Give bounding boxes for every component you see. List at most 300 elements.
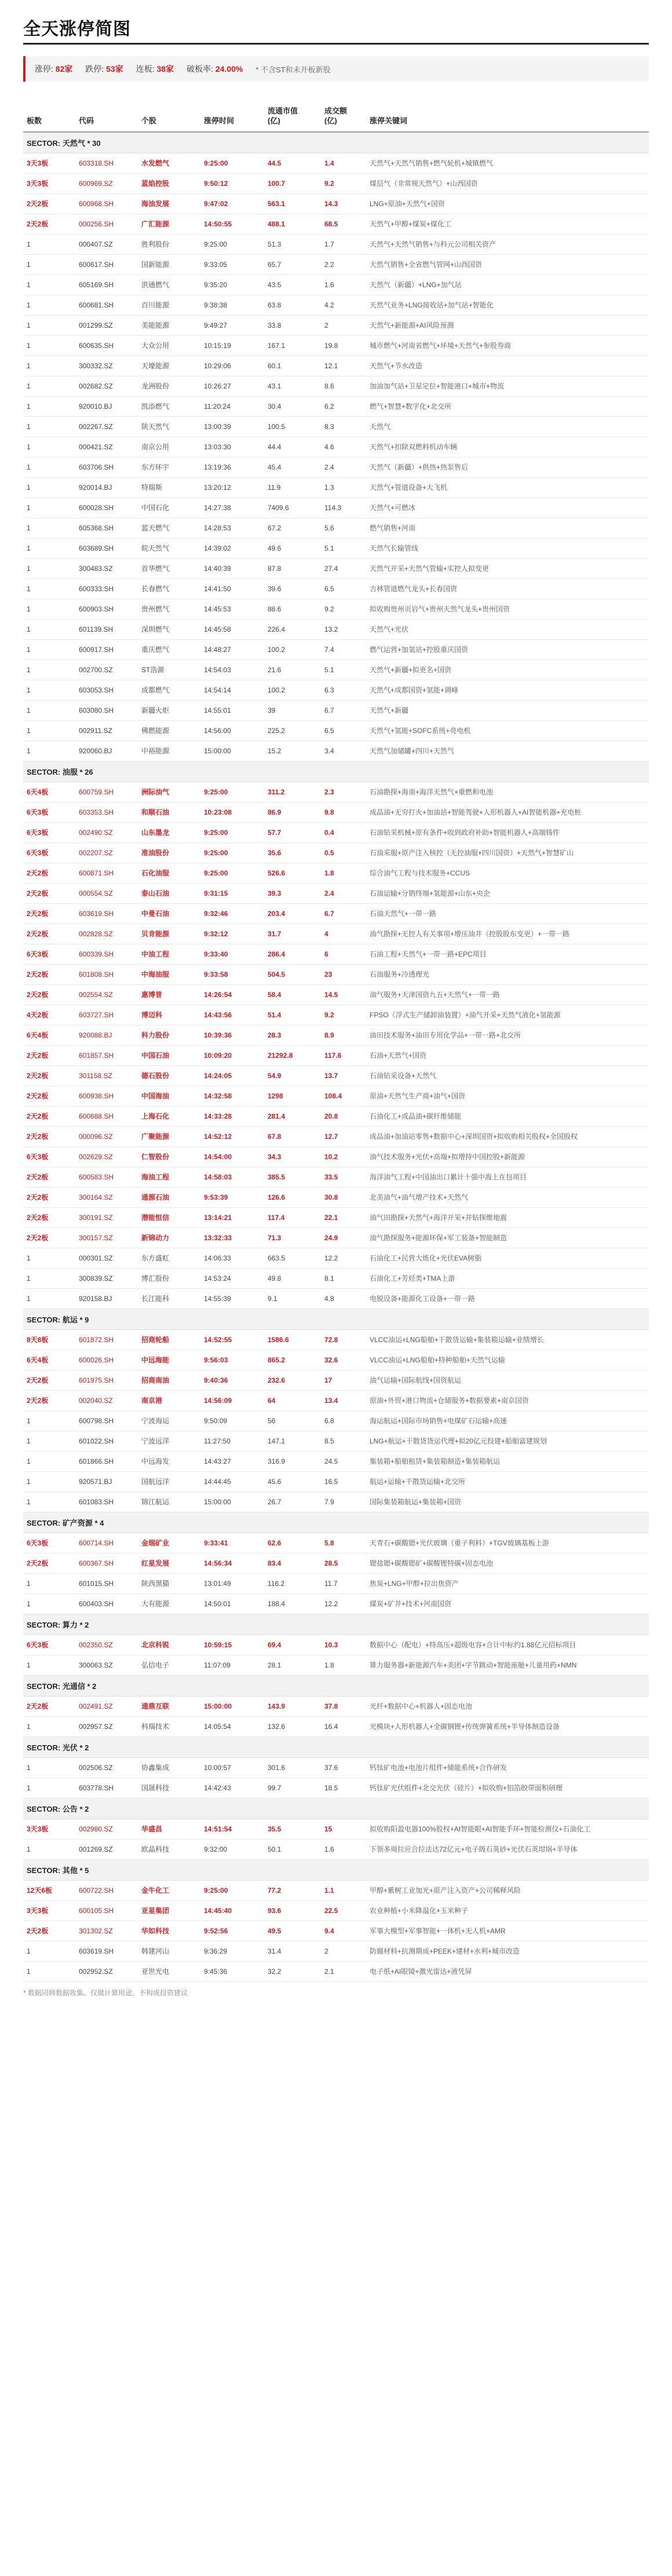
cell-board-count: 1 — [23, 680, 75, 700]
cell-float-cap: 30.4 — [264, 396, 321, 416]
cell-turnover: 1.1 — [321, 1880, 366, 1900]
cell-code: 000301.SZ — [75, 1248, 138, 1268]
cell-limit-time: 14:56:09 — [200, 1390, 264, 1410]
cell-code: 002828.SZ — [75, 924, 138, 944]
cell-stock-name: 通源石油 — [138, 1187, 200, 1207]
cell-keywords: 石油工程+天然气+一带一路+EPC项目 — [366, 944, 649, 964]
table-row[interactable] — [23, 1207, 649, 1227]
cell-board-count: 2天2板 — [23, 1045, 75, 1065]
table-row[interactable] — [23, 1696, 649, 1716]
table-row[interactable] — [23, 1370, 649, 1390]
cell-limit-time: 14:48:27 — [200, 639, 264, 659]
cell-keywords: 天然气+天然气销售+燃气轮机+城镇燃气 — [366, 153, 649, 173]
cell-limit-time: 14:55:01 — [200, 700, 264, 720]
table-row[interactable] — [23, 1086, 649, 1106]
cell-stock-name: 德石股份 — [138, 1065, 200, 1086]
cell-code: 920571.BJ — [75, 1471, 138, 1492]
table-row[interactable] — [23, 1900, 649, 1921]
cell-stock-name: 重庆燃气 — [138, 639, 200, 659]
cell-limit-time: 14:33:28 — [200, 1106, 264, 1126]
cell-board-count: 1 — [23, 1593, 75, 1614]
table-row[interactable] — [23, 659, 649, 680]
cell-float-cap: 83.4 — [264, 1553, 321, 1573]
table-row[interactable] — [23, 680, 649, 700]
table-row[interactable] — [23, 578, 649, 599]
cell-keywords: 煤炭+矿井+技术+河南国资 — [366, 1593, 649, 1614]
cell-float-cap: 69.4 — [264, 1635, 321, 1655]
cell-limit-time: 14:06:33 — [200, 1248, 264, 1268]
cell-stock-name: 潜能恒信 — [138, 1207, 200, 1227]
cell-turnover: 0.4 — [321, 822, 366, 842]
cell-turnover: 17 — [321, 1370, 366, 1390]
cell-float-cap: 35.5 — [264, 1819, 321, 1839]
summary-bar — [23, 56, 649, 82]
cell-keywords: 天然气+成都国资+氢能+调峰 — [366, 680, 649, 700]
cell-board-count: 2天2板 — [23, 1065, 75, 1086]
table-row[interactable] — [23, 1288, 649, 1309]
cell-turnover: 32.6 — [321, 1350, 366, 1370]
table-row[interactable] — [23, 173, 649, 193]
table-row[interactable] — [23, 1167, 649, 1187]
summary-note: * 不含ST和未开板新股 — [255, 65, 331, 74]
table-row[interactable] — [23, 903, 649, 924]
cell-limit-time: 14:43:27 — [200, 1451, 264, 1471]
cell-keywords: 石油运输+分销终端+氢能源+山东+央企 — [366, 883, 649, 903]
cell-keywords: VLCC油运+LNG船舶+特种船舶+天然气运输 — [366, 1350, 649, 1370]
table-row[interactable] — [23, 1005, 649, 1025]
cell-stock-name: 长春燃气 — [138, 578, 200, 599]
cell-board-count: 6天3板 — [23, 822, 75, 842]
cell-turnover: 12.7 — [321, 1126, 366, 1146]
cell-code: 920010.BJ — [75, 396, 138, 416]
cell-keywords: 油气勘探服务+能源环保+军工装备+智能制造 — [366, 1227, 649, 1248]
cell-turnover: 23 — [321, 964, 366, 984]
cell-board-count: 2天2板 — [23, 903, 75, 924]
cell-turnover: 11.7 — [321, 1573, 366, 1593]
cell-keywords: 天青石+碳酸锶+光伏玻璃（重子利料）+TGV玻璃基板上游 — [366, 1533, 649, 1553]
sector-header-row — [23, 1309, 649, 1329]
table-row[interactable] — [23, 295, 649, 315]
cell-float-cap: 32.2 — [264, 1961, 321, 1981]
table-row[interactable] — [23, 1065, 649, 1086]
cell-code: 600917.SH — [75, 639, 138, 659]
cell-code: 603689.SH — [75, 538, 138, 558]
cell-board-count: 1 — [23, 295, 75, 315]
cell-board-count: 1 — [23, 659, 75, 680]
table-row[interactable] — [23, 376, 649, 396]
cell-limit-time: 14:45:58 — [200, 619, 264, 639]
cell-limit-time: 14:54:14 — [200, 680, 264, 700]
header-limit-time: 涨停时间 — [200, 100, 264, 132]
cell-limit-time: 9:45:36 — [200, 1961, 264, 1981]
table-row[interactable] — [23, 234, 649, 254]
cell-keywords: 天然气+氢能+SOFC系统+亮电机 — [366, 720, 649, 741]
cell-code: 600903.SH — [75, 599, 138, 619]
footer-note: * 数据同韩数据收集。仅做计算用途，不构成投资建议 — [23, 1988, 188, 1997]
cell-board-count: 2天2板 — [23, 1207, 75, 1227]
cell-board-count: 1 — [23, 578, 75, 599]
cell-turnover: 5.8 — [321, 1533, 366, 1553]
cell-keywords: 石油天然气+一带一路 — [366, 903, 649, 924]
cell-code: 300332.SZ — [75, 356, 138, 376]
cell-float-cap: 44.5 — [264, 153, 321, 173]
cell-board-count: 2天2板 — [23, 1370, 75, 1390]
table-row[interactable] — [23, 1126, 649, 1146]
table-row[interactable] — [23, 193, 649, 214]
table-row[interactable] — [23, 1839, 649, 1859]
table-row[interactable] — [23, 315, 649, 335]
cell-limit-time: 13:20:12 — [200, 477, 264, 497]
cell-stock-name: 中裕能源 — [138, 741, 200, 761]
cell-board-count: 1 — [23, 1757, 75, 1778]
cell-code: 605368.SH — [75, 518, 138, 538]
cell-turnover: 8.5 — [321, 1431, 366, 1451]
cell-code: 000421.SZ — [75, 437, 138, 457]
table-row[interactable] — [23, 1655, 649, 1675]
cell-limit-time: 9:33:05 — [200, 254, 264, 274]
cell-board-count: 2天2板 — [23, 1227, 75, 1248]
cell-limit-time: 10:00:57 — [200, 1757, 264, 1778]
cell-float-cap: 58.4 — [264, 984, 321, 1005]
table-row[interactable] — [23, 1268, 649, 1288]
cell-limit-time: 9:31:15 — [200, 883, 264, 903]
cell-limit-time: 13:00:39 — [200, 416, 264, 437]
table-row[interactable] — [23, 518, 649, 538]
cell-turnover: 14.5 — [321, 984, 366, 1005]
cell-stock-name: 陕西黑猫 — [138, 1573, 200, 1593]
cell-stock-name: 首华燃气 — [138, 558, 200, 578]
table-row[interactable] — [23, 1880, 649, 1900]
cell-stock-name: ST浩源 — [138, 659, 200, 680]
cell-keywords: 石油化工+民营大炼化+光伏EVA树脂 — [366, 1248, 649, 1268]
cell-stock-name: 国新能源 — [138, 254, 200, 274]
cell-stock-name: 成都燃气 — [138, 680, 200, 700]
cell-float-cap: 226.4 — [264, 619, 321, 639]
table-row[interactable] — [23, 1961, 649, 1981]
cell-board-count: 1 — [23, 1248, 75, 1268]
table-row[interactable] — [23, 538, 649, 558]
cell-float-cap: 663.5 — [264, 1248, 321, 1268]
table-row[interactable] — [23, 558, 649, 578]
table-row[interactable] — [23, 1390, 649, 1410]
cell-keywords: 天然气+可燃冰 — [366, 497, 649, 518]
cell-keywords: 石油钻采设备+天然气 — [366, 1065, 649, 1086]
table-row[interactable] — [23, 254, 649, 274]
cell-code: 601866.SH — [75, 1451, 138, 1471]
cell-stock-name: 深圳燃气 — [138, 619, 200, 639]
cell-code: 300483.SZ — [75, 558, 138, 578]
cell-stock-name: 博汇股份 — [138, 1268, 200, 1288]
cell-limit-time: 14:27:38 — [200, 497, 264, 518]
cell-stock-name: 亚世光电 — [138, 1961, 200, 1981]
cell-board-count: 6天3板 — [23, 1635, 75, 1655]
cell-turnover: 0.5 — [321, 842, 366, 863]
cell-turnover: 4 — [321, 924, 366, 944]
cell-code: 001269.SZ — [75, 1839, 138, 1859]
cell-board-count: 1 — [23, 720, 75, 741]
table-row[interactable] — [23, 1819, 649, 1839]
cell-board-count: 1 — [23, 416, 75, 437]
cell-board-count: 1 — [23, 437, 75, 457]
cell-code: 002506.SZ — [75, 1757, 138, 1778]
cell-stock-name: 惠博普 — [138, 984, 200, 1005]
cell-limit-time: 10:15:19 — [200, 335, 264, 356]
table-row[interactable] — [23, 700, 649, 720]
table-row[interactable] — [23, 1431, 649, 1451]
cell-turnover: 8.1 — [321, 1268, 366, 1288]
table-row[interactable] — [23, 964, 649, 984]
table-row[interactable] — [23, 1635, 649, 1655]
cell-float-cap: 100.7 — [264, 173, 321, 193]
cell-limit-time: 9:36:29 — [200, 1941, 264, 1961]
sector-header-row — [23, 1798, 649, 1819]
table-row[interactable] — [23, 802, 649, 822]
cell-float-cap: 93.6 — [264, 1900, 321, 1921]
cell-code: 600969.SZ — [75, 173, 138, 193]
cell-code: 920014.BJ — [75, 477, 138, 497]
cell-float-cap: 232.6 — [264, 1370, 321, 1390]
cell-keywords: 海运航运+国际市场销售+电煤矿石运输+高速 — [366, 1410, 649, 1431]
cell-keywords: 北美油气+油气增产技术+天然气 — [366, 1187, 649, 1207]
cell-turnover: 10.2 — [321, 1146, 366, 1167]
cell-code: 000096.SZ — [75, 1126, 138, 1146]
table-row[interactable] — [23, 1248, 649, 1268]
cell-stock-name: 洲际油气 — [138, 782, 200, 802]
cell-float-cap: 865.2 — [264, 1350, 321, 1370]
cell-code: 301158.SZ — [75, 1065, 138, 1086]
cell-keywords: 甲醇+紫树工业加光+原产注入资产+公司稀释风险 — [366, 1880, 649, 1900]
cell-turnover: 2.3 — [321, 782, 366, 802]
table-row[interactable] — [23, 1451, 649, 1471]
cell-stock-name: 大有能源 — [138, 1593, 200, 1614]
cell-keywords: 天然气（新疆）+供热+热泵售后 — [366, 457, 649, 477]
cell-turnover: 7.4 — [321, 639, 366, 659]
cell-turnover: 72.8 — [321, 1329, 366, 1350]
cell-float-cap: 44.4 — [264, 437, 321, 457]
cell-limit-time: 14:56:34 — [200, 1553, 264, 1573]
table-row[interactable] — [23, 1778, 649, 1798]
cell-stock-name: 韩建河山 — [138, 1941, 200, 1961]
cell-board-count: 1 — [23, 1961, 75, 1981]
cell-turnover: 6.7 — [321, 903, 366, 924]
cell-limit-time: 14:54:00 — [200, 1146, 264, 1167]
cell-keywords: VLCC油运+LNG船舶+干散货运输+集装箱运输+业绩增长 — [366, 1329, 649, 1350]
break-rate-value: 24.00% — [215, 64, 243, 74]
table-row[interactable] — [23, 1471, 649, 1492]
cell-float-cap: 77.2 — [264, 1880, 321, 1900]
cell-keywords: 拟收购阳盈电器100%股权+AI智能眼+AI智能手环+智能检测仪+石油化工 — [366, 1819, 649, 1839]
cell-stock-name: 科瑞技术 — [138, 1716, 200, 1736]
cell-code: 002629.SZ — [75, 1146, 138, 1167]
cell-keywords: 石油+天然气+国资 — [366, 1045, 649, 1065]
cell-keywords: 油气田勘探+天然气+海洋开采+并钻探维地震 — [366, 1207, 649, 1227]
cell-keywords: 天然气 — [366, 416, 649, 437]
table-row[interactable] — [23, 1045, 649, 1065]
cell-turnover: 6.3 — [321, 680, 366, 700]
table-row[interactable] — [23, 863, 649, 883]
table-row[interactable] — [23, 457, 649, 477]
header-code: 代码 — [75, 100, 138, 132]
cell-code: 601975.SH — [75, 1370, 138, 1390]
cell-stock-name: 胜利股份 — [138, 234, 200, 254]
cell-turnover: 108.4 — [321, 1086, 366, 1106]
cell-float-cap: 28.1 — [264, 1655, 321, 1675]
table-row[interactable] — [23, 416, 649, 437]
cell-limit-time: 9:49:27 — [200, 315, 264, 335]
table-row[interactable] — [23, 599, 649, 619]
cell-limit-time: 14:54:03 — [200, 659, 264, 680]
table-row[interactable] — [23, 1492, 649, 1512]
cell-keywords: LNG+航运+干散货货运代理+拟20亿元投建+船舶富建规划 — [366, 1431, 649, 1451]
cell-limit-time: 14:42:43 — [200, 1778, 264, 1798]
cell-stock-name: 蓝天燃气 — [138, 518, 200, 538]
cell-limit-time: 9:35:20 — [200, 274, 264, 295]
cell-float-cap: 87.8 — [264, 558, 321, 578]
cell-turnover: 6.5 — [321, 720, 366, 741]
cell-limit-time: 14:43:56 — [200, 1005, 264, 1025]
cell-stock-name: 国航远洋 — [138, 1471, 200, 1492]
table-row[interactable] — [23, 356, 649, 376]
cell-limit-time: 14:45:53 — [200, 599, 264, 619]
cell-keywords: 天然气+节水改造 — [366, 356, 649, 376]
cell-float-cap: 126.6 — [264, 1187, 321, 1207]
table-row[interactable] — [23, 1533, 649, 1553]
table-row[interactable] — [23, 214, 649, 234]
cell-code: 300063.SZ — [75, 1655, 138, 1675]
table-row[interactable] — [23, 842, 649, 863]
cell-float-cap: 1298 — [264, 1086, 321, 1106]
cell-code: 002267.SZ — [75, 416, 138, 437]
cell-stock-name: 弘信电子 — [138, 1655, 200, 1675]
cell-board-count: 3天3板 — [23, 173, 75, 193]
cell-keywords: 成品油+加油站零售+数据中心+深圳国资+拟收购相关股权+全国股权 — [366, 1126, 649, 1146]
cell-limit-time: 9:56:03 — [200, 1350, 264, 1370]
cell-limit-time: 15:00:00 — [200, 1696, 264, 1716]
cell-turnover: 4.6 — [321, 437, 366, 457]
table-row[interactable] — [23, 335, 649, 356]
cell-limit-time: 14:52:12 — [200, 1126, 264, 1146]
cell-turnover: 13.7 — [321, 1065, 366, 1086]
cell-board-count: 1 — [23, 1268, 75, 1288]
cell-turnover: 20.8 — [321, 1106, 366, 1126]
table-row[interactable] — [23, 274, 649, 295]
cell-float-cap: 147.1 — [264, 1431, 321, 1451]
cell-float-cap: 11.9 — [264, 477, 321, 497]
cell-code: 300191.SZ — [75, 1207, 138, 1227]
table-row[interactable] — [23, 1227, 649, 1248]
table-row[interactable] — [23, 944, 649, 964]
cell-code: 601083.SH — [75, 1492, 138, 1512]
down-count: 53家 — [106, 64, 123, 74]
cell-turnover: 7.9 — [321, 1492, 366, 1512]
cell-board-count: 1 — [23, 700, 75, 720]
table-row[interactable] — [23, 984, 649, 1005]
cell-board-count: 2天2板 — [23, 883, 75, 903]
cell-keywords: 综合油气工程与技术服务+CCUS — [366, 863, 649, 883]
cell-stock-name: 博迈科 — [138, 1005, 200, 1025]
cell-board-count: 2天2板 — [23, 193, 75, 214]
cell-code: 000554.SZ — [75, 883, 138, 903]
table-row[interactable] — [23, 883, 649, 903]
table-row[interactable] — [23, 437, 649, 457]
cell-keywords: 吉林管道燃气龙头+长春国资 — [366, 578, 649, 599]
cell-code: 002980.SZ — [75, 1819, 138, 1839]
cell-board-count: 3天3板 — [23, 1819, 75, 1839]
table-row[interactable] — [23, 1146, 649, 1167]
table-row[interactable] — [23, 1106, 649, 1126]
cell-keywords: 天然气加储罐+四川+天然气 — [366, 741, 649, 761]
cell-float-cap: 21292.8 — [264, 1045, 321, 1065]
cell-keywords: 天然气长输管线 — [366, 538, 649, 558]
cell-board-count: 2天2板 — [23, 1106, 75, 1126]
cell-keywords: 油气技术服务+光伏+高端+拟增持中国控股+新能源 — [366, 1146, 649, 1167]
table-row[interactable] — [23, 639, 649, 659]
page-title: 全天涨停简图 — [23, 20, 131, 39]
cell-keywords: 焦炭+LNG+甲醇+拉出焦资产 — [366, 1573, 649, 1593]
table-row[interactable] — [23, 396, 649, 416]
table-row[interactable] — [23, 477, 649, 497]
cell-code: 600871.SH — [75, 863, 138, 883]
sector-header-row — [23, 1736, 649, 1757]
table-row[interactable] — [23, 1410, 649, 1431]
table-row[interactable] — [23, 1941, 649, 1961]
table-row[interactable] — [23, 497, 649, 518]
table-row[interactable] — [23, 619, 649, 639]
table-row[interactable] — [23, 1921, 649, 1941]
table-row[interactable] — [23, 741, 649, 761]
table-row[interactable] — [23, 782, 649, 802]
table-row[interactable] — [23, 153, 649, 173]
cell-float-cap: 132.6 — [264, 1716, 321, 1736]
cell-float-cap: 225.2 — [264, 720, 321, 741]
cell-code: 600403.SH — [75, 1593, 138, 1614]
table-row[interactable] — [23, 1573, 649, 1593]
cell-limit-time: 9:33:41 — [200, 1533, 264, 1553]
cell-board-count: 1 — [23, 477, 75, 497]
cell-keywords: 钙钛矿电池+电池片组件+储能系统+合作研发 — [366, 1757, 649, 1778]
cell-float-cap: 88.6 — [264, 599, 321, 619]
cell-turnover: 2.2 — [321, 254, 366, 274]
cell-board-count: 6天3板 — [23, 1146, 75, 1167]
table-row[interactable] — [23, 924, 649, 944]
cell-limit-time: 9:25:00 — [200, 234, 264, 254]
cell-board-count: 1 — [23, 396, 75, 416]
table-row[interactable] — [23, 1593, 649, 1614]
table-row[interactable] — [23, 1757, 649, 1778]
cell-keywords: 天然气+光伏 — [366, 619, 649, 639]
cell-turnover: 18.5 — [321, 1778, 366, 1798]
table-row[interactable] — [23, 720, 649, 741]
cell-stock-name: 石化油服 — [138, 863, 200, 883]
table-row[interactable] — [23, 1553, 649, 1573]
table-row[interactable] — [23, 1187, 649, 1207]
cell-limit-time: 11:27:50 — [200, 1431, 264, 1451]
cell-limit-time: 11:07:09 — [200, 1655, 264, 1675]
cell-keywords: 航运+运输+干散货运输+北交所 — [366, 1471, 649, 1492]
cell-turnover: 9.8 — [321, 802, 366, 822]
cell-stock-name: 贵州燃气 — [138, 599, 200, 619]
cell-float-cap: 311.2 — [264, 782, 321, 802]
cell-stock-name: 华盛昌 — [138, 1819, 200, 1839]
cell-board-count: 2天2板 — [23, 1921, 75, 1941]
table-row[interactable] — [23, 1329, 649, 1350]
table-row[interactable] — [23, 1025, 649, 1045]
table-row[interactable] — [23, 1716, 649, 1736]
cell-turnover: 4.8 — [321, 1288, 366, 1309]
cell-limit-time: 9:32:12 — [200, 924, 264, 944]
table-row[interactable] — [23, 1350, 649, 1370]
table-row[interactable] — [23, 822, 649, 842]
